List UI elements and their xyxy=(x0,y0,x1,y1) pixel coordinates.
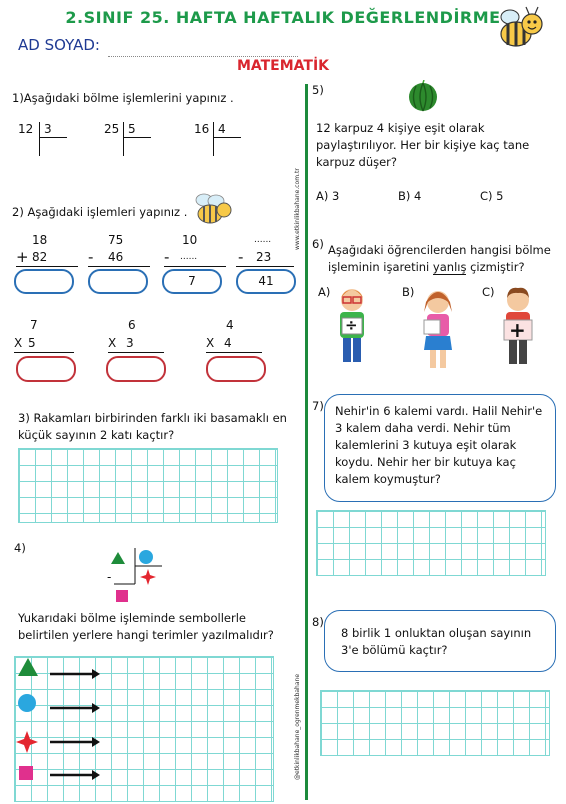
q5-label: 5) xyxy=(312,83,324,97)
top-number: ...... xyxy=(254,235,272,245)
top-number: 4 xyxy=(226,318,234,332)
underlined-word: yanlış xyxy=(432,260,467,274)
bottom-number: 4 xyxy=(224,336,232,350)
option-b[interactable]: B) xyxy=(402,285,415,299)
answer-box[interactable] xyxy=(106,356,166,382)
q7-speech-bubble xyxy=(324,394,556,502)
name-input-line[interactable] xyxy=(108,56,298,57)
name-label: AD SOYAD: xyxy=(18,36,100,54)
operator: - xyxy=(164,248,170,266)
symbol-division-diagram xyxy=(104,544,166,608)
divisor: 4 xyxy=(218,122,226,136)
q5-text: 12 karpuz 4 kişiye eşit olarak paylaştırılıyor. Her bir kişiye kaç tane karpuz düşer? xyxy=(316,121,530,169)
q3-text: 3) Rakamları birbirinden farklı iki basamaklı en küçük sayının 2 katı kaçtır? xyxy=(18,411,287,442)
division-1 xyxy=(18,122,88,162)
answer-grid[interactable] xyxy=(18,448,278,523)
q1-text: 1)Aşağıdaki bölme işlemlerini yapınız . xyxy=(12,91,234,105)
bottom-number: ...... xyxy=(180,252,198,262)
q6-label: 6) xyxy=(312,237,324,251)
division-3 xyxy=(194,122,264,162)
dividend: 25 xyxy=(104,122,120,136)
option-b[interactable]: B) 4 xyxy=(398,189,422,203)
operator: X xyxy=(14,336,23,350)
divisor: 5 xyxy=(128,122,136,136)
operator: + xyxy=(16,248,29,266)
bee-icon xyxy=(192,192,234,226)
square-icon xyxy=(116,590,128,602)
result-value: 7 xyxy=(188,274,196,288)
operation-4 xyxy=(236,233,300,267)
answer-grid[interactable] xyxy=(320,690,550,756)
option-c[interactable]: C) xyxy=(482,285,495,299)
multiplication-2 xyxy=(108,318,172,354)
answer-box[interactable] xyxy=(14,269,74,294)
q4-label: 4) xyxy=(14,541,26,555)
multiplication-3 xyxy=(206,318,270,354)
operation-3 xyxy=(164,233,228,267)
dividend: 16 xyxy=(194,122,210,136)
triangle-icon xyxy=(111,552,125,564)
answer-box[interactable] xyxy=(88,269,148,294)
top-number: 10 xyxy=(182,233,198,247)
q7-text: Nehir'in 6 kalemi vardı. Halil Nehir'e 3 kalem daha verdi. Nehir tüm kalemlerini 3 kutuya eşit olarak koydu. Nehir her bir kutuya kaç kalem koymuştur? xyxy=(335,404,543,486)
bottom-number: 5 xyxy=(28,336,36,350)
student-c-figure xyxy=(496,284,540,372)
q4-text: Yukarıdaki bölme işleminde sembollerle belirtilen yerlere hangi terimler yazılmalıdır? xyxy=(18,611,274,642)
option-a[interactable]: A) xyxy=(318,285,331,299)
answer-box[interactable] xyxy=(206,356,266,382)
bottom-number: 23 xyxy=(256,250,272,264)
bottom-number: 3 xyxy=(126,336,134,350)
minus-sign: - xyxy=(107,570,112,584)
site-watermark: www.etkinlikbahane.com.tr xyxy=(294,168,301,250)
instagram-watermark: @etkinlikbahane_ogrenmekbahane xyxy=(294,673,301,780)
answer-box[interactable] xyxy=(236,269,296,294)
q8-label: 8) xyxy=(312,615,324,629)
multiplication-1 xyxy=(14,318,78,354)
q6-text: Aşağıdaki öğrencilerden hangisi bölme işleminin işaretini yanlış çizmiştir? xyxy=(328,243,551,274)
top-number: 75 xyxy=(108,233,124,247)
dividend: 12 xyxy=(18,122,34,136)
bottom-number: 46 xyxy=(108,250,124,264)
option-c[interactable]: C) 5 xyxy=(480,189,504,203)
student-b-figure xyxy=(416,286,460,372)
q7-label: 7) xyxy=(312,399,324,413)
division-2 xyxy=(104,122,174,162)
plus-sign: + xyxy=(509,318,526,342)
answer-grid[interactable] xyxy=(316,510,546,576)
watermelon-icon xyxy=(408,80,438,112)
q8-speech-bubble xyxy=(324,610,556,672)
column-divider xyxy=(305,84,308,800)
top-number: 7 xyxy=(30,318,38,332)
answer-box[interactable] xyxy=(162,269,222,294)
q2-text: 2) Aşağıdaki işlemleri yapınız . xyxy=(12,205,188,219)
option-a[interactable]: A) 3 xyxy=(316,189,340,203)
circle-icon xyxy=(139,550,153,564)
star-icon xyxy=(140,569,156,585)
symbol-arrow-list xyxy=(14,656,114,800)
operator: X xyxy=(108,336,117,350)
operator: X xyxy=(206,336,215,350)
operator: - xyxy=(88,248,94,266)
divisor: 3 xyxy=(44,122,52,136)
page-title: 2.SINIF 25. HAFTA HAFTALIK DEĞERLENDİRME xyxy=(65,8,501,27)
division-sign: ÷ xyxy=(345,316,358,334)
bee-icon xyxy=(494,4,544,50)
subject-title: MATEMATİK xyxy=(236,58,330,74)
answer-box[interactable] xyxy=(16,356,76,382)
student-a-figure xyxy=(330,284,374,372)
operation-2 xyxy=(88,233,152,267)
bottom-number: 82 xyxy=(32,250,48,264)
operation-1 xyxy=(16,233,80,267)
q8-text: 8 birlik 1 onluktan oluşan sayının 3'e bölümü kaçtır? xyxy=(341,626,532,657)
operator: - xyxy=(238,248,244,266)
result-value: 41 xyxy=(258,274,274,288)
top-number: 18 xyxy=(32,233,48,247)
top-number: 6 xyxy=(128,318,136,332)
